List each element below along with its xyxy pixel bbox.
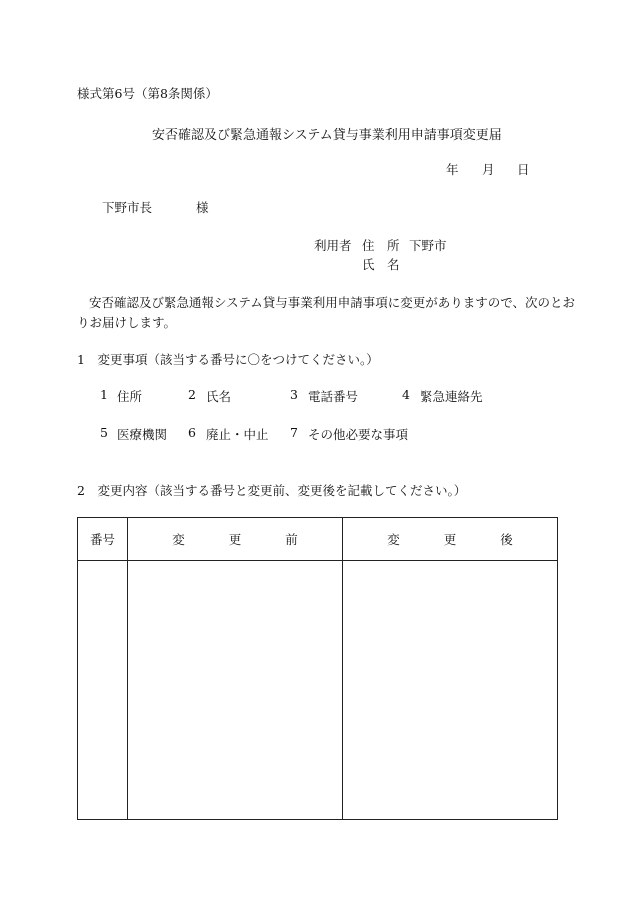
column-header-after <box>343 518 558 561</box>
change-table-entry-row <box>78 561 558 820</box>
option-6-label: 廃止・中止 <box>206 427 269 442</box>
option-2-label: 氏名 <box>206 389 232 404</box>
name-label: 氏 名 <box>362 257 400 272</box>
option-2-number: 2 <box>188 387 196 402</box>
option-5-label: 医療機関 <box>117 427 168 442</box>
before-entry-cell[interactable] <box>128 561 343 820</box>
option-7-label: その他必要な事項 <box>308 427 409 442</box>
column-header-before-label: 変更前 <box>172 532 342 547</box>
number-entry-cell[interactable] <box>78 561 128 820</box>
addressee-honorific: 様 <box>196 200 209 215</box>
form-title: 安否確認及び緊急通報システム貸与事業利用申請事項変更届 <box>152 128 502 143</box>
applicant-label: 利用者 <box>314 238 352 253</box>
option-3-number: 3 <box>290 387 298 402</box>
body-line-1: 安否確認及び緊急通報システム貸与事業利用申請事項に変更がありますので、次のとお <box>89 295 576 310</box>
change-table <box>77 517 558 820</box>
column-header-before <box>128 518 343 561</box>
option-5-number: 5 <box>100 425 108 440</box>
date-year-label: 年 <box>446 162 459 177</box>
body-line-2: りお届けします。 <box>77 315 177 330</box>
address-value: 下野市 <box>409 238 447 253</box>
option-6-number: 6 <box>188 425 196 440</box>
option-7-number: 7 <box>290 425 298 440</box>
date-day-label: 日 <box>517 162 530 177</box>
date-month-label: 月 <box>482 162 495 177</box>
column-header-after-label: 変更後 <box>387 532 557 547</box>
addressee-name: 下野市長 <box>102 200 153 215</box>
section-2-heading: 2 変更内容（該当する番号と変更前、変更後を記載してください。） <box>77 483 467 498</box>
option-1-label: 住所 <box>117 389 143 404</box>
column-header-number: 番号 <box>78 518 128 561</box>
option-3-label: 電話番号 <box>308 389 359 404</box>
after-entry-cell[interactable] <box>343 561 558 820</box>
option-4-number: 4 <box>402 387 410 402</box>
change-table-header-row <box>78 518 558 561</box>
address-label: 住 所 <box>362 238 400 253</box>
option-1-number: 1 <box>100 387 108 402</box>
form-number: 様式第6号（第8条関係） <box>77 86 218 101</box>
option-4-label: 緊急連絡先 <box>420 389 483 404</box>
section-1-heading: 1 変更事項（該当する番号に〇をつけてください。） <box>77 352 379 367</box>
